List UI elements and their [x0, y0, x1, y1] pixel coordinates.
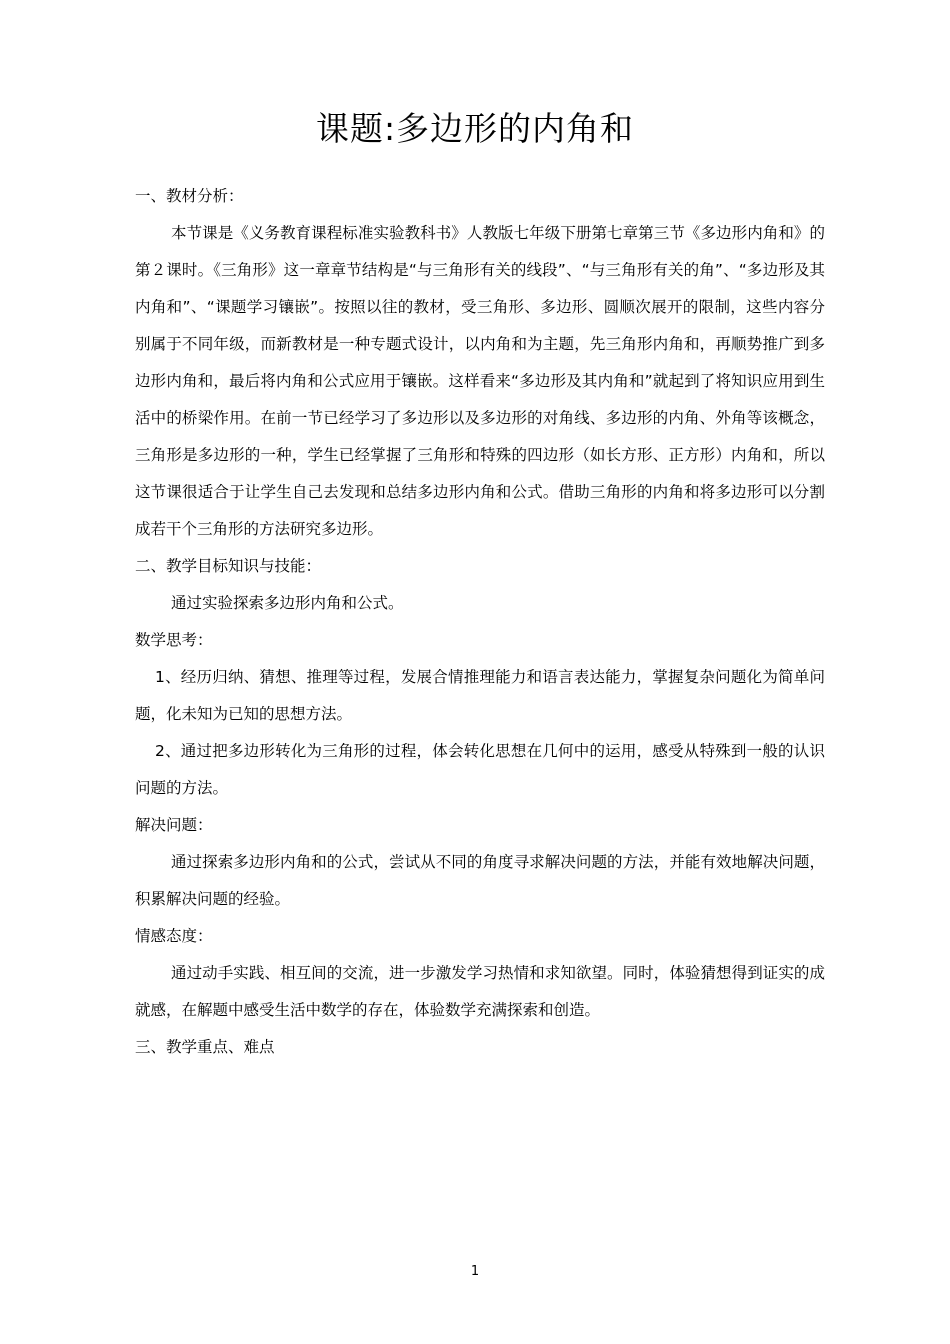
subheading-attitude: 情感态度：	[135, 927, 213, 945]
math-thinking-item-1: 1、经历归纳、猜想、推理等过程，发展合情推理能力和语言表达能力，掌握复杂问题化为简单问题，化未知为已知的思想方法。	[135, 668, 825, 723]
document-body	[135, 178, 825, 1066]
page-number: 1	[470, 1264, 480, 1279]
document-title: 课题:多边形的内角和	[315, 109, 635, 148]
materials-analysis-paragraph: 本节课是《义务教育课程标准实验教科书》人教版七年级下册第七章第三节《多边形内角和》的第２课时。《三角形》这一章章节结构是“与三角形有关的线段”、“与三角形有关的角”、“多边形及其内角和”、“课题学习镶嵌”。按照以往的教材，受三角形、多边形、圆顺次展开的限制，这些内容分别属于不同年级，而新教材是一种专题式设计，以内角和为主题，先三角形内角和，再顺势推广到多边形内角和，最后将内角和公式应用于镶嵌。这样看来“多边形及其内角和”就起到了将知识应用到生活中的桥梁作用。在前一节已经学习了多边形以及多边形的对角线、多边形的内角、外角等该概念，三角形是多边形的一种，学生已经掌握了三角形和特殊的四边形（如长方形、正方形）内角和，所以这节课很适合于让学生自己去发现和总结多边形内角和公式。借助三角形的内角和将多边形可以分割成若干个三角形的方法研究多边形。	[135, 224, 825, 538]
section-heading-materials: 一、教材分析：	[135, 187, 244, 205]
section-heading-objectives: 二、教学目标知识与技能：	[135, 557, 322, 575]
objectives-paragraph: 通过实验探索多边形内角和公式。	[171, 594, 404, 612]
subheading-problem-solving: 解决问题：	[135, 816, 213, 834]
math-thinking-item-2: 2、通过把多边形转化为三角形的过程，体会转化思想在几何中的运用，感受从特殊到一般的认识问题的方法。	[135, 742, 825, 797]
subheading-math-thinking: 数学思考：	[135, 631, 213, 649]
section-heading-key-points: 三、教学重点、难点	[135, 1038, 275, 1056]
problem-solving-paragraph: 通过探索多边形内角和的公式，尝试从不同的角度寻求解决问题的方法，并能有效地解决问题，积累解决问题的经验。	[135, 853, 825, 908]
attitude-paragraph: 通过动手实践、相互间的交流，进一步激发学习热情和求知欲望。同时，体验猜想得到证实的成就感，在解题中感受生活中数学的存在，体验数学充满探索和创造。	[135, 964, 825, 1019]
